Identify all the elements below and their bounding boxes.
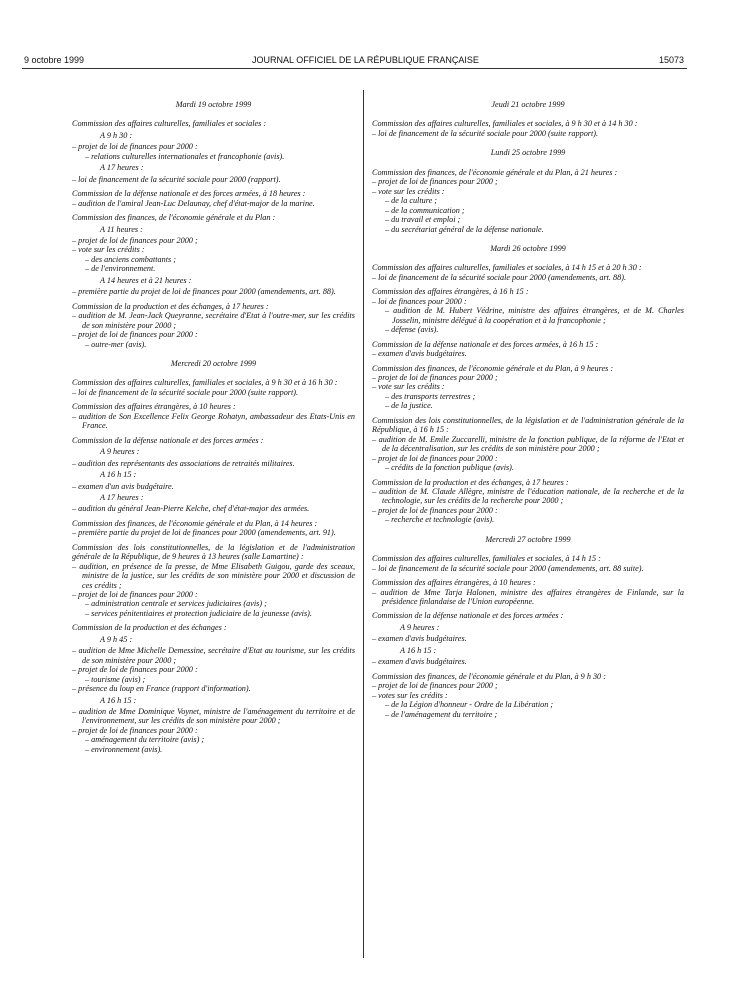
commission-heading: Commission de la défense nationale et des forces armées : [72,435,264,445]
time-slot: A 16 h 15 : [100,695,137,705]
agenda-subitem: – des transports terrestres ; [385,391,476,401]
section-title: Mercredi 27 octobre 1999 [485,534,571,544]
agenda-subitem: – du secrétariat général de la défense nationale. [385,224,544,234]
agenda-item: – loi de finances pour 2000 : [372,296,467,306]
agenda-item: – projet de loi de finances pour 2000 ; [372,372,498,382]
section-title: Mardi 26 octobre 1999 [490,243,566,253]
agenda-subitem: – tourisme (avis) ; [85,674,146,684]
agenda-item: – projet de loi de finances pour 2000 : [72,725,198,735]
commission-heading: Commission de la défense nationale et des forces armées, à 16 h 15 : [372,339,599,349]
header-title: JOURNAL OFFICIEL DE LA RÉPUBLIQUE FRANÇAISE [252,55,479,65]
commission-heading: Commission des affaires étrangères, à 10 heures : [372,578,536,588]
time-slot: A 16 h 15 : [100,470,137,480]
agenda-subitem: – aménagement du territoire (avis) ; [85,735,205,745]
agenda-subitem: – de la communication ; [385,205,465,215]
agenda-subitem: – de l'aménagement du territoire ; [385,709,498,719]
agenda-item: – audition des représentants des associations de retraités militaires. [72,458,295,468]
agenda-subitem: – outre-mer (avis). [85,339,147,349]
commission-heading: Commission des finances, de l'économie générale et du Plan, à 9 heures : [372,363,614,373]
commission-heading: Commission des lois constitutionnelles, de la législation et de l'administration générale de la République, à 16 h 15 : [372,415,684,435]
left-column [72,100,355,754]
section-title: Jeudi 21 octobre 1999 [491,100,565,109]
commission-heading: Commission de la production et des échanges, à 17 heures : [72,301,269,311]
agenda-subitem: – crédits de la fonction publique (avis). [385,463,514,473]
time-slot: A 14 heures et à 21 heures : [100,275,192,285]
commission-heading: Commission des finances, de l'économie générale et du Plan : [72,213,276,223]
commission-heading: Commission des affaires culturelles, familiales et sociales, à 9 h 30 et à 16 h 30 : [72,378,338,388]
agenda-subitem: – recherche et technologie (avis). [385,515,495,525]
agenda-subitem: – du travail et emploi ; [385,215,461,225]
commission-heading: Commission des finances, de l'économie générale et du Plan, à 21 heures : [372,167,618,177]
header-rule [22,68,687,69]
agenda-item: – loi de financement de la sécurité sociale pour 2000 (amendements, art. 88). [372,272,626,282]
right-column [372,100,684,719]
time-slot: A 17 heures : [100,492,144,502]
commission-heading: Commission des affaires étrangères, à 16 h 15 : [372,287,529,297]
commission-heading: Commission des finances, de l'économie générale et du Plan, à 9 h 30 : [372,671,606,681]
agenda-item: – audition de M. Claude Allègre, ministre de l'éducation nationale, de la recherche et de la technologie, sur les crédits de la recherche pour 2000 ; [372,486,684,506]
agenda-subitem: – de la Légion d'honneur - Ordre de la Libération ; [385,700,554,710]
agenda-item: – audition, en présence de la presse, de Mme Elisabeth Guigou, garde des sceaux, ministre de la justice, sur les crédits de son ministère pour 2000 et discussion de ces crédits ; [72,561,355,590]
agenda-item: – audition de Mme Dominique Voynet, ministre de l'aménagement du territoire et de l'environnement, sur les crédits de son ministère pour 2000 ; [72,707,355,726]
agenda-item: – projet de loi de finances pour 2000 : [372,453,498,463]
commission-heading: Commission des affaires étrangères, à 10 heures : [72,402,236,412]
commission-heading: Commission des affaires culturelles, familiales et sociales, à 14 h 15 et à 20 h 30 : [372,263,642,273]
commission-heading: Commission de la défense nationale et des forces armées, à 18 heures : [72,189,306,199]
agenda-item: – première partie du projet de loi de finances pour 2000 (amendements, art. 88). [72,287,336,297]
agenda-subitem: – de la culture ; [385,196,437,206]
agenda-subitem: – de l'environnement. [85,264,156,274]
agenda-subitem: – relations culturelles internationales et francophonie (avis). [85,151,285,161]
commission-heading: Commission des affaires culturelles, familiales et sociales, à 14 h 15 : [372,554,601,564]
commission-heading: Commission des affaires culturelles, familiales et sociales, à 9 h 30 et à 14 h 30 : [372,119,638,129]
commission-heading: Commission de la défense nationale et des forces armées : [372,611,564,621]
agenda-item: – examen d'avis budgétaires. [372,657,467,667]
agenda-item: – audition de Mme Tarja Halonen, ministre des affaires étrangères de Finlande, sur la présidence finlandaise de l'Union européenne. [372,587,684,607]
time-slot: A 16 h 15 : [400,645,437,655]
commission-heading: Commission des affaires culturelles, familiales et sociales : [72,119,267,129]
time-slot: A 9 heures : [400,622,440,632]
agenda-item: – projet de loi de finances pour 2000 ; [372,177,498,187]
agenda-item: – loi de financement de la sécurité sociale pour 2000 (rapport). [72,174,281,184]
time-slot: A 9 h 45 : [100,634,133,644]
agenda-item: – projet de loi de finances pour 2000 : [72,590,198,600]
agenda-subitem: – services pénitentiaires et protection judiciaire de la jeunesse (avis). [85,608,312,618]
agenda-subitem: – défense (avis). [385,325,439,335]
agenda-item: – projet de loi de finances pour 2000 : [72,142,198,152]
agenda-item: – loi de financement de la sécurité sociale pour 2000 (suite rapport). [72,387,299,397]
page-header [0,55,731,69]
agenda-item: – audition de M. Emile Zuccarelli, ministre de la fonction publique, de la réforme de l'Etat et de la décentralisation, sur les crédits de son ministère pour 2000 ; [372,434,684,454]
agenda-subitem: – administration centrale et services judiciaires (avis) ; [85,599,267,609]
agenda-item: – présence du loup en France (rapport d'information). [72,684,251,694]
commission-heading: Commission des finances, de l'économie générale et du Plan, à 14 heures : [72,518,318,528]
agenda-item: – projet de loi de finances pour 2000 ; [72,235,198,245]
agenda-item: – vote sur les crédits : [72,245,145,255]
agenda-item: – première partie du projet de loi de finances pour 2000 (amendements, art. 91). [72,528,336,538]
commission-heading: Commission de la production et des échanges : [72,623,227,633]
agenda-item: – loi de financement de la sécurité sociale pour 2000 (amendements, art. 88 suite). [372,563,644,573]
agenda-subitem: – des anciens combattants ; [85,254,176,264]
section-title: Mercredi 20 octobre 1999 [170,358,257,368]
agenda-item: – votes sur les crédits : [372,690,448,700]
section-title: Mardi 19 octobre 1999 [175,100,252,109]
agenda-item: – examen d'avis budgétaires. [372,634,467,644]
agenda-item: – examen d'un avis budgétaire. [72,481,174,491]
agenda-subitem: – audition de M. Hubert Védrine, ministre des affaires étrangères, et de M. Charles Josselin, ministre délégué à la coopération et à la francophonie ; [385,306,684,325]
agenda-item: – projet de loi de finances pour 2000 : [72,665,198,675]
agenda-item: – loi de financement de la sécurité sociale pour 2000 (suite rapport). [372,128,599,138]
column-divider [363,90,364,958]
agenda-item: – audition de Son Excellence Felix George Rohatyn, ambassadeur des Etats-Unis en France. [72,411,355,431]
agenda-subitem: – de la justice. [385,401,433,411]
agenda-item: – projet de loi de finances pour 2000 ; [372,681,498,691]
time-slot: A 9 heures : [100,447,140,457]
agenda-item: – projet de loi de finances pour 2000 : [372,505,498,515]
commission-heading: Commission des lois constitutionnelles, de la législation et de l'administration générale de la République, de 9 heures à 13 heures (salle Lamartine) : [72,542,355,562]
time-slot: A 11 heures : [100,224,143,234]
agenda-subitem: – environnement (avis). [85,744,163,754]
time-slot: A 9 h 30 : [100,130,133,140]
header-page-number: 15073 [658,55,684,65]
agenda-item: – examen d'avis budgétaires. [372,349,467,359]
agenda-item: – projet de loi de finances pour 2000 : [72,330,198,340]
header-date: 9 octobre 1999 [24,55,85,65]
agenda-item: – vote sur les crédits : [372,382,445,392]
section-title: Lundi 25 octobre 1999 [490,148,566,158]
agenda-item: – vote sur les crédits : [372,186,445,196]
agenda-item: – audition de M. Jean-Jack Queyranne, secrétaire d'Etat à l'outre-mer, sur les crédits de son ministère pour 2000 ; [72,311,355,330]
time-slot: A 17 heures : [100,163,144,173]
agenda-item: – audition de Mme Michelle Demessine, secrétaire d'Etat au tourisme, sur les crédits de son ministère pour 2000 ; [72,646,355,665]
commission-heading: Commission de la production et des échanges, à 17 heures : [372,477,569,487]
agenda-item: – audition du général Jean-Pierre Kelche, chef d'état-major des armées. [72,504,310,514]
agenda-item: – audition de l'amiral Jean-Luc Delaunay, chef d'état-major de la marine. [72,198,315,208]
